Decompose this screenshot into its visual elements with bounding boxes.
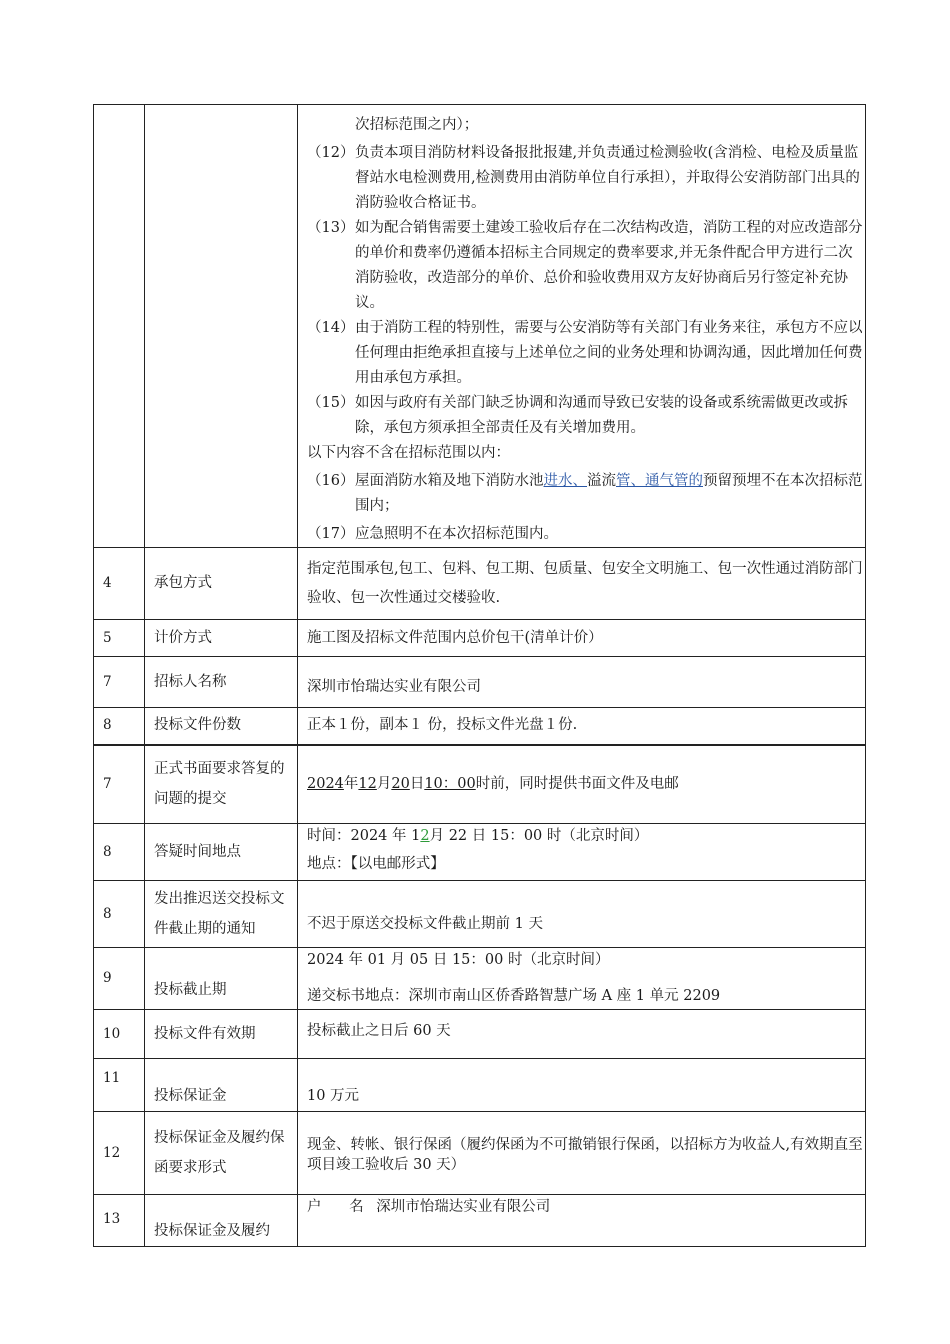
row-value: 现金、转帐、银行保函（履约保函为不可撤销银行保函，以招标方为收益人,有效期直至项目竣工验收后 30 天） [298,1112,866,1195]
row-number: 13 [94,1195,145,1247]
table-row [94,620,866,657]
deadline-month-unit: 月 [376,775,392,792]
row-value: 施工图及招标文件范围内总价包干(清单计价） [298,620,866,657]
row-value: 正本１份，副本１ 份，投标文件光盘１份. [298,708,866,745]
deadline-time: 10：00 [424,775,476,792]
bid-spec-table [93,104,866,1247]
clause-index: （12） [307,145,355,161]
deadline-day-unit: 日 [409,775,425,792]
row-value [298,1195,866,1247]
inline-link[interactable]: 进水、 [543,473,587,489]
row-value [298,948,866,1010]
deadline-month: 12 [358,775,377,792]
table-row [94,708,866,745]
clause-16 [307,469,863,519]
qa-place: 地点：【以电邮形式】 [307,856,445,872]
row-key: 正式书面要求答复的问题的提交 [145,745,298,824]
row-key: 计价方式 [145,620,298,657]
row-value: 指定范围承包,包工、包料、包工期、包质量、包安全文明施工、包一次性通过消防部门验收、包一次性通过交楼验收. [298,548,866,620]
table-row [94,824,866,881]
qa-time-mark: 2 [420,828,430,844]
submission-place: 递交标书地点：深圳市南山区侨香路智慧广场 A 座 1 单元 2209 [307,988,721,1004]
row-key: 发出推迟送交投标文件截止期的通知 [145,881,298,948]
table-row [94,1010,866,1059]
clause-17 [307,522,863,547]
clause-text [355,469,863,519]
clause-index: （15） [307,395,355,411]
row-key: 投标截止期 [145,948,298,1010]
qa-time-post: 月 22 日 15：00 时（北京时间） [429,828,649,844]
row-number: 8 [94,881,145,948]
qa-time-pre: 时间：2024 年 1 [307,828,421,844]
row-key: 投标保证金及履约 [145,1195,298,1247]
qa-time [307,824,863,849]
row-value: 10 万元 [298,1059,866,1112]
clause-13 [307,216,863,316]
row-number: 11 [94,1059,145,1112]
clause-text: 由于消防工程的特别性，需要与公安消防等有关部门有业务来往，承包方不应以任何理由拒绝承担直接与上述单位之间的业务处理和协调沟通，因此增加任何费用由承包方承担。 [355,320,863,386]
table-row [94,1112,866,1195]
exclusion-heading: 以下内容不含在招标范围以内： [307,445,510,461]
row-number: 5 [94,620,145,657]
row-number: 8 [94,824,145,881]
deadline-datetime: 2024 年 01 月 05 日 15：00 时（北京时间） [307,952,610,968]
clause-text: 如因与政府有关部门缺乏协调和沟通而导致已安装的设备或系统需做更改或拆除，承包方须承担全部责任及有关增加费用。 [355,395,848,436]
account-name-value: 深圳市怡瑞达实业有限公司 [376,1199,551,1215]
table-row [94,657,866,708]
row-key: 投标保证金及履约保函要求形式 [145,1112,298,1195]
clause-text-mid: 溢流 [587,473,616,489]
clause-index: （14） [307,320,355,336]
deadline-year: 2024 [307,775,344,792]
row-value: 深圳市怡瑞达实业有限公司 [298,657,866,708]
clause-text: 负责本项目消防材料设备报批报建,并负责通过检测验收(含消检、电检及质量监督站水电检测费用,检测费用由消防单位自行承担），并取得公安消防部门出具的消防验收合格证书。 [355,145,860,211]
clause-text-pre: 屋面消防水箱及地下消防水池 [355,473,544,489]
clause-14 [307,316,863,391]
clause-index: （13） [307,220,355,236]
row-number: 7 [94,657,145,708]
row-number: 8 [94,708,145,745]
table-row [94,105,866,548]
row-number: 7 [94,745,145,824]
clause-15 [307,391,863,441]
account-name-label: 户 名 [307,1199,364,1215]
deadline-day: 20 [391,775,410,792]
table-row [94,948,866,1010]
clause-text: 应急照明不在本次招标范围内。 [355,526,558,542]
row-number: 4 [94,548,145,620]
row-value: 投标截止之日后 60 天 [298,1010,866,1059]
deadline-rest: 时前，同时提供书面文件及电邮 [475,775,679,792]
table-row [94,745,866,824]
row-number-empty [94,105,145,548]
clause-text-post: 预留预埋不在本次招标范围内； [355,473,863,514]
row-key: 招标人名称 [145,657,298,708]
clause-continuation: 次招标范围之内）； [355,117,479,133]
row-number: 9 [94,948,145,1010]
row-key-empty [145,105,298,548]
table-row [94,1195,866,1247]
deadline-year-unit: 年 [343,775,359,792]
table-row [94,1059,866,1112]
clause-index: （17） [307,526,355,542]
clause-text: 如为配合销售需要土建竣工验收后存在二次结构改造，消防工程的对应改造部分的单价和费率仍遵循本招标主合同规定的费率要求,并无条件配合甲方进行二次消防验收，改造部分的单价、总价和验收费用双方友好协商后另行签定补充协议。 [355,220,863,311]
row-key: 投标文件份数 [145,708,298,745]
row-number: 12 [94,1112,145,1195]
table-row [94,881,866,948]
clause-12 [307,141,863,216]
table-row [94,548,866,620]
clause-index: （16） [307,473,355,489]
row-key: 答疑时间地点 [145,824,298,881]
row-value: 不迟于原送交投标文件截止期前 1 天 [298,881,866,948]
inline-link[interactable]: 管、通气管的 [616,473,703,489]
row-key: 承包方式 [145,548,298,620]
row-key: 投标文件有效期 [145,1010,298,1059]
row-key: 投标保证金 [145,1059,298,1112]
row-value [298,745,866,824]
scope-clauses [298,105,866,548]
row-value [298,824,866,881]
row-number: 10 [94,1010,145,1059]
